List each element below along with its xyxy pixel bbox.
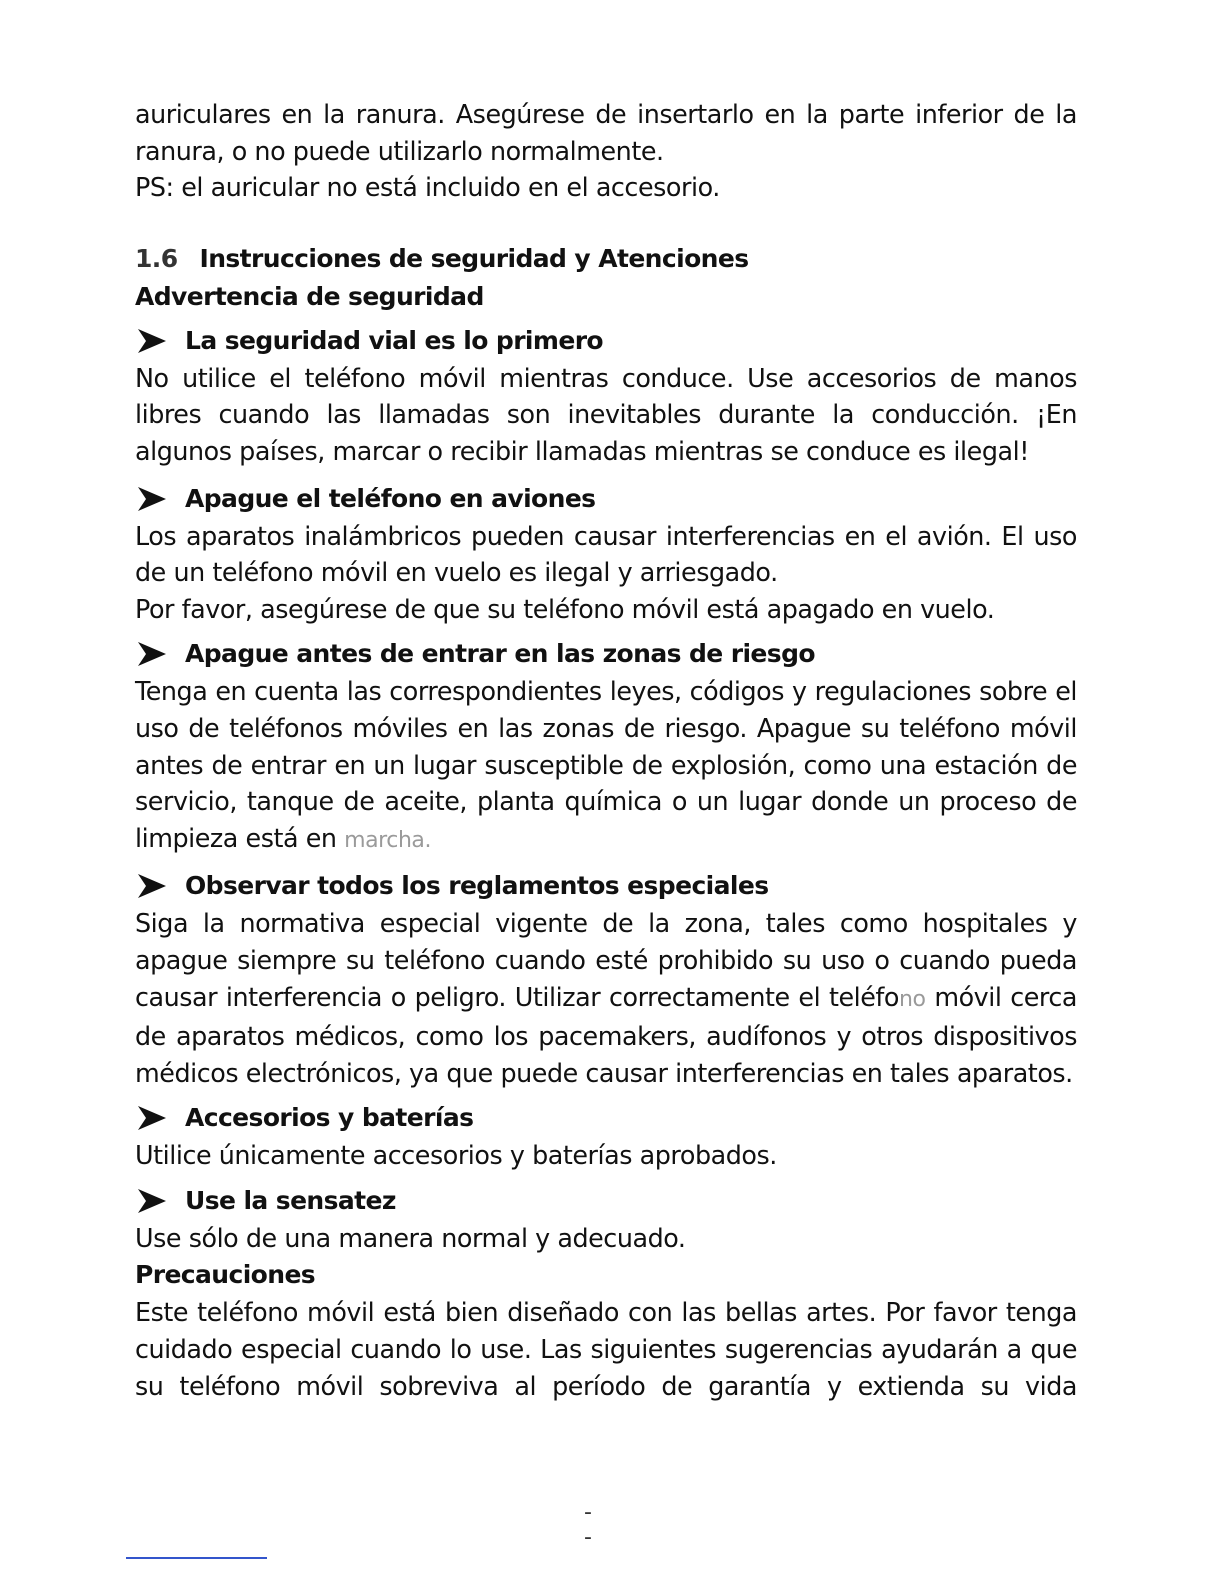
item-body-text: Tenga en cuenta las correspondientes leyes, códigos y regulaciones sobre el uso de teléfonos móviles en las zonas de riesgo. Apague su teléfono móvil antes de entrar en un lugar susceptible de explosión, como una estación de servicio, tanque de aceite, planta química o un lugar donde un proceso de limpieza está en — [135, 676, 1077, 853]
item-body: Los aparatos inalámbricos pueden causar interferencias en el avión. El uso de un teléfono móvil en vuelo es ilegal y arriesgado. — [135, 520, 1077, 588]
item-title: Apague antes de entrar en las zonas de riesgo — [185, 639, 815, 669]
item-body-rest: móvil cerca de aparatos médicos, como los pacemakers, audífonos y otros dispositivos médicos electrónicos, ya que puede causar interferencias en tales aparatos. — [135, 981, 1077, 1088]
item-heading — [135, 480, 1077, 518]
item-title: Apague el teléfono en aviones — [185, 483, 596, 513]
item-body: No utilice el teléfono móvil mientras conduce. Use accesorios de manos libres cuando las llamadas son inevitables durante la conducción. ¡En algunos países, marcar o recibir llamadas mientras se conduce es ilegal! — [135, 362, 1077, 466]
intro-note: PS: el auricular no está incluido en el accesorio. — [135, 172, 720, 203]
arrowhead-bullet-icon — [135, 639, 185, 669]
warning-heading: Advertencia de seguridad — [135, 281, 484, 311]
item-title: Use la sensatez — [185, 1185, 396, 1215]
section-heading — [135, 240, 1077, 278]
item-heading — [135, 1099, 1077, 1137]
item-body: Utilice únicamente accesorios y baterías aprobados. — [135, 1140, 777, 1171]
item-title: La seguridad vial es lo primero — [185, 325, 603, 355]
document-page — [135, 96, 1077, 1404]
page-number-marker: - - — [584, 1500, 616, 1550]
arrowhead-bullet-icon — [135, 871, 185, 901]
item-heading — [135, 867, 1077, 905]
section-title: Instrucciones de seguridad y Atenciones — [199, 243, 749, 273]
item-body — [135, 673, 1077, 859]
footer-rule — [126, 1557, 267, 1559]
precautions-heading: Precauciones — [135, 1260, 316, 1290]
item-title: Observar todos los reglamentos especiales — [185, 871, 769, 901]
item-heading — [135, 1182, 1077, 1220]
item-heading — [135, 635, 1077, 673]
item-body-faded: no — [899, 986, 926, 1012]
section-number: 1.6 — [135, 243, 178, 273]
item-heading — [135, 322, 1077, 360]
item-body: Use sólo de una manera normal y adecuado. — [135, 1222, 686, 1253]
arrowhead-bullet-icon — [135, 1186, 185, 1216]
arrowhead-bullet-icon — [135, 484, 185, 514]
item-body — [135, 905, 1077, 1091]
item-title: Accesorios y baterías — [185, 1103, 474, 1133]
item-body-extra: Por favor, asegúrese de que su teléfono móvil está apagado en vuelo. — [135, 593, 995, 624]
item-body-faded-tail: marcha. — [344, 827, 432, 853]
arrowhead-bullet-icon — [135, 1103, 185, 1133]
item-body-text: Siga la normativa especial vigente de la zona, tales como hospitales y apague siempre su teléfono cuando esté prohibido su uso o cuando pueda causar interferencia o peligro. Utilizar correctamente el teléfo — [135, 908, 1077, 1012]
precautions-body: Este teléfono móvil está bien diseñado con las bellas artes. Por favor tenga cuidado especial cuando lo use. Las siguientes sugerencias ayudarán a que su teléfono móvil sobreviva al período de garantía y extienda su vida — [135, 1297, 1077, 1401]
intro-paragraph: auriculares en la ranura. Asegúrese de insertarlo en la parte inferior de la ranura, o no puede utilizarlo normalmente. — [135, 99, 1077, 166]
arrowhead-bullet-icon — [135, 326, 185, 356]
